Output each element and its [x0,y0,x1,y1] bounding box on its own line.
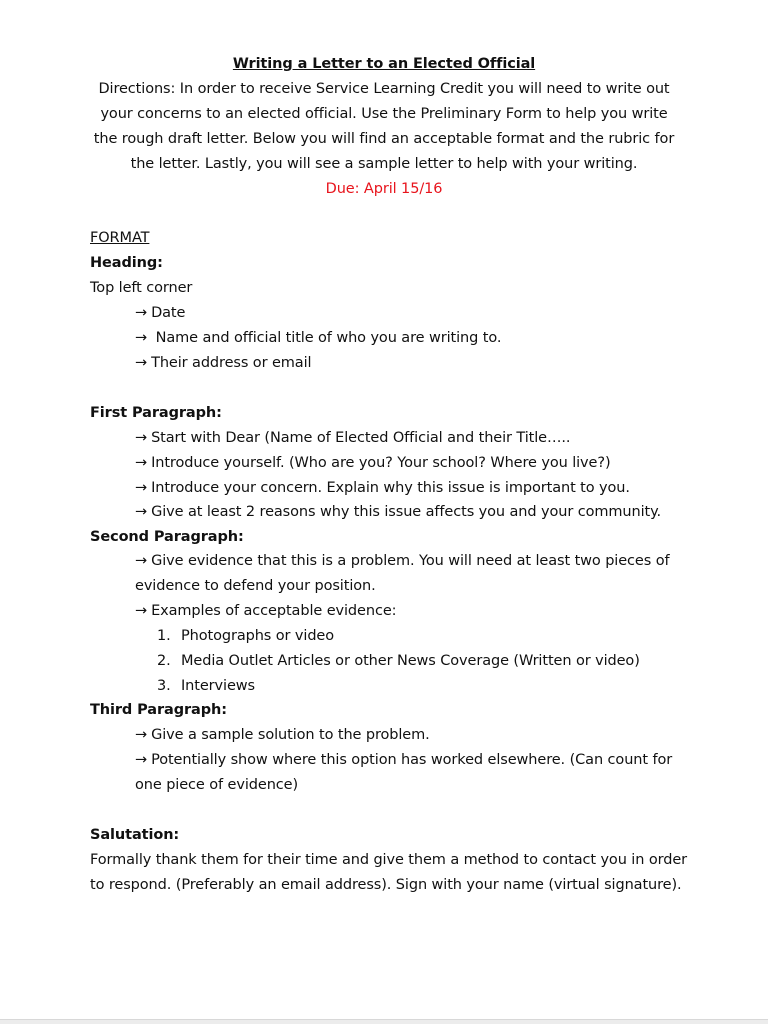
arrow-icon: → [135,603,148,619]
due-date: Due: April 15/16 [325,181,443,197]
first-paragraph-item [135,426,570,450]
arrow-icon: → [135,553,148,569]
second-paragraph-item [135,599,396,623]
arrow-icon: → [135,480,148,496]
third-paragraph-item-text: Give a sample solution to the problem. [151,727,430,743]
second-paragraph-label: Second Paragraph: [90,529,244,545]
evidence-list-text: Interviews [181,678,255,694]
list-number: 2. [157,653,171,669]
heading-item [135,301,185,325]
arrow-icon: → [135,305,148,321]
arrow-icon: → [135,355,148,371]
arrow-icon: → [135,504,148,520]
directions-line: Directions: In order to receive Service Learning Credit you will need to write out [98,81,670,97]
first-paragraph-item-text: Give at least 2 reasons why this issue affects you and your community. [151,504,662,520]
third-paragraph-item-text: Potentially show where this option has worked elsewhere. (Can count for [151,752,673,768]
arrow-icon: → [135,752,148,768]
second-paragraph-item-continuation: evidence to defend your position. [135,578,376,594]
third-paragraph-item [135,748,672,772]
second-paragraph-item [135,549,670,573]
first-paragraph-item [135,500,661,524]
salutation-line: Formally thank them for their time and give them a method to contact you in order [90,852,687,868]
arrow-icon: → [135,330,148,346]
list-number: 1. [157,628,171,644]
list-number: 3. [157,678,171,694]
salutation-line: to respond. (Preferably an email address). Sign with your name (virtual signature). [90,877,682,893]
evidence-list-item [157,624,334,648]
arrow-icon: → [135,455,148,471]
arrow-icon: → [135,430,148,446]
third-paragraph-item-continuation: one piece of evidence) [135,777,299,793]
third-paragraph-label: Third Paragraph: [90,702,227,718]
second-paragraph-item-text: Examples of acceptable evidence: [151,603,397,619]
first-paragraph-item [135,451,611,475]
evidence-list-item [157,649,640,673]
second-paragraph-item-text: Give evidence that this is a problem. You will need at least two pieces of [151,553,670,569]
directions-line: your concerns to an elected official. Use the Preliminary Form to help you write [100,106,668,122]
heading-item [135,351,311,375]
third-paragraph-item [135,723,430,747]
directions-line: the letter. Lastly, you will see a sample letter to help with your writing. [130,156,638,172]
evidence-list-text: Media Outlet Articles or other News Coverage (Written or video) [181,653,640,669]
first-paragraph-label: First Paragraph: [90,405,222,421]
heading-item-text: Their address or email [151,355,312,371]
heading-item-text: Date [151,305,186,321]
first-paragraph-item-text: Introduce your concern. Explain why this issue is important to you. [151,480,630,496]
evidence-list-text: Photographs or video [181,628,335,644]
heading-intro: Top left corner [90,280,193,296]
document-title: Writing a Letter to an Elected Official [232,56,536,72]
salutation-label: Salutation: [90,827,180,843]
directions-line: the rough draft letter. Below you will find an acceptable format and the rubric for [93,131,675,147]
format-heading: FORMAT [90,230,150,246]
heading-item-text: Name and official title of who you are writing to. [151,330,502,346]
heading-label: Heading: [90,255,163,271]
first-paragraph-item-text: Start with Dear (Name of Elected Official and their Title….. [151,430,571,446]
heading-item [135,326,501,350]
first-paragraph-item-text: Introduce yourself. (Who are you? Your school? Where you live?) [151,455,611,471]
evidence-list-item [157,674,255,698]
arrow-icon: → [135,727,148,743]
page-bottom-edge [0,1019,768,1024]
first-paragraph-item [135,476,630,500]
